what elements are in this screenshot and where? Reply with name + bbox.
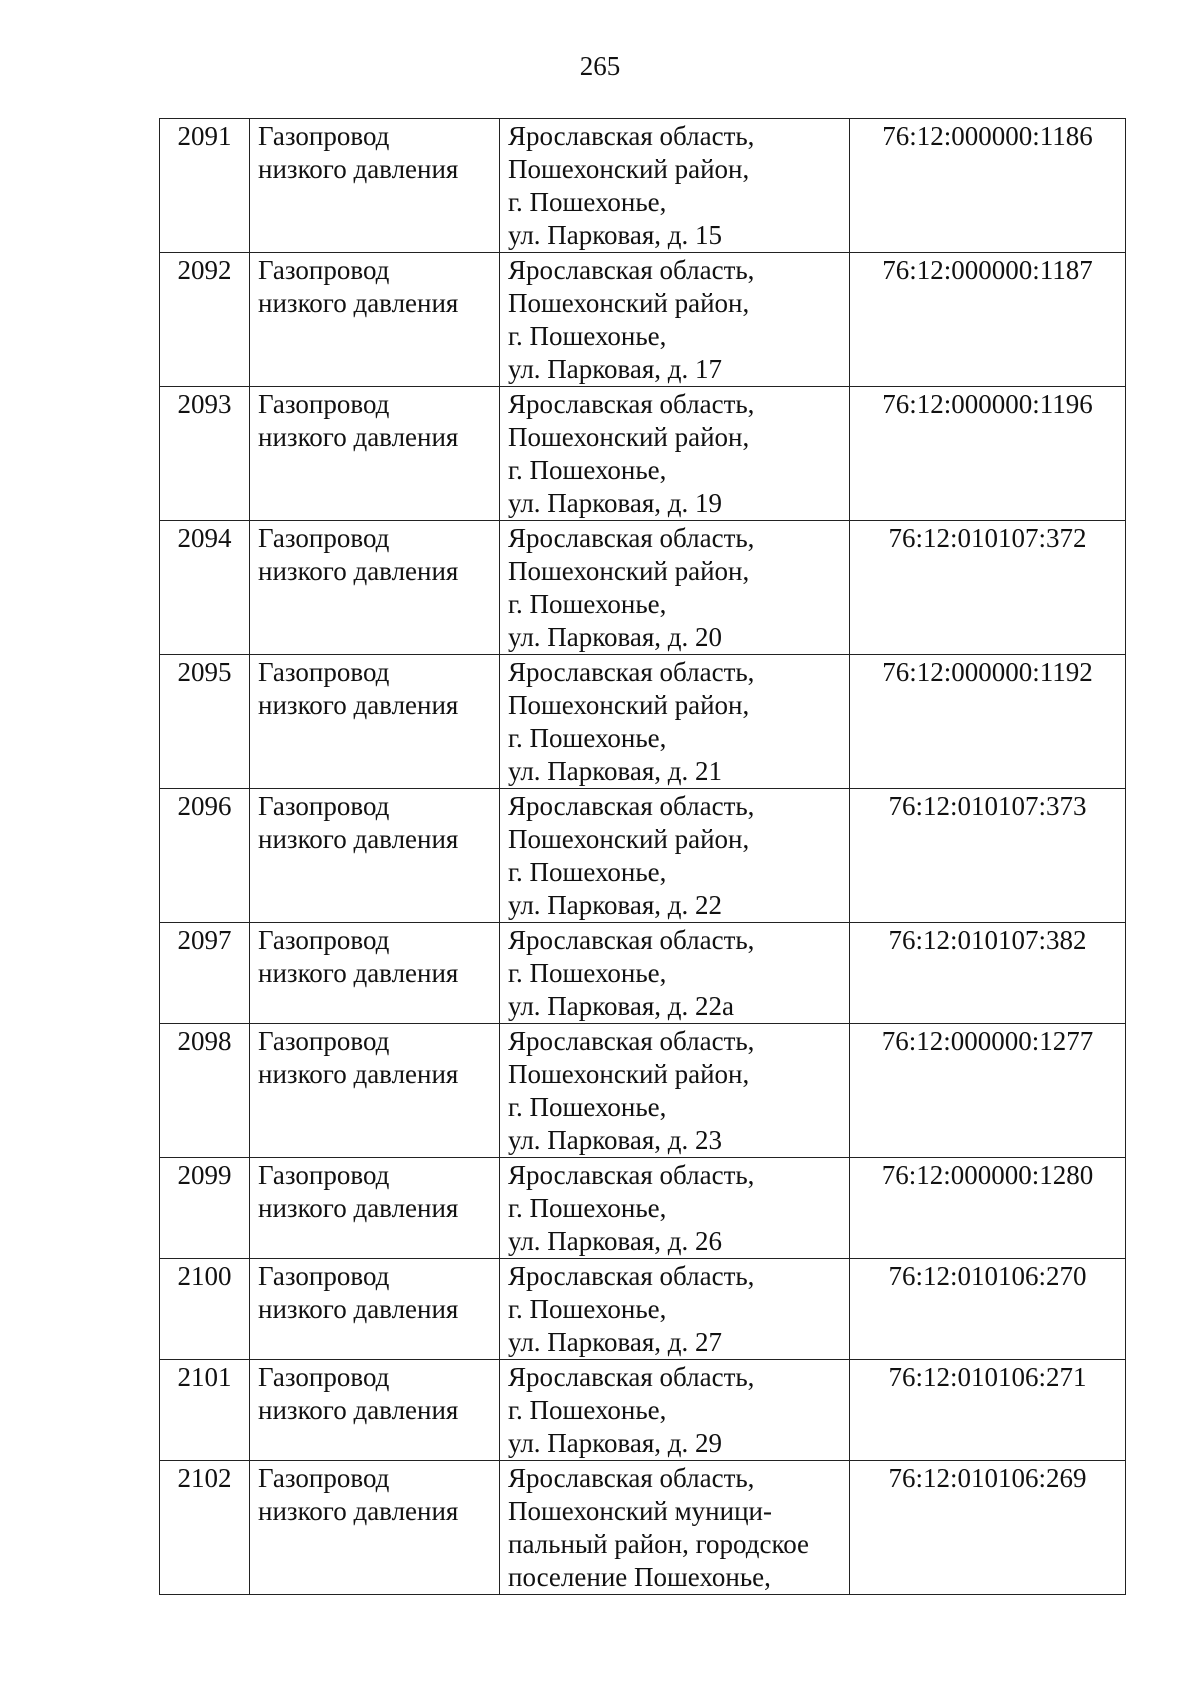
address-line: г. Пошехонье, <box>508 589 667 619</box>
registry-table <box>159 118 1126 1595</box>
object-name-line: Газопровод <box>258 523 390 553</box>
object-name-line: низкого давления <box>258 1496 459 1526</box>
row-number-cell: 2094 <box>160 521 250 655</box>
cadastral-number-cell: 76:12:010106:269 <box>850 1461 1126 1595</box>
row-number-cell: 2097 <box>160 923 250 1024</box>
cadastral-number-cell: 76:12:000000:1280 <box>850 1158 1126 1259</box>
object-name-cell <box>250 119 500 253</box>
object-name-cell <box>250 1158 500 1259</box>
table-row <box>160 387 1126 521</box>
address-line: Ярославская область, <box>508 925 755 955</box>
address-cell <box>500 387 850 521</box>
address-line: ул. Парковая, д. 29 <box>508 1428 723 1458</box>
cadastral-number-cell: 76:12:000000:1277 <box>850 1024 1126 1158</box>
address-line: Пошехонский район, <box>508 556 750 586</box>
address-line: Ярославская область, <box>508 389 755 419</box>
address-line: Пошехонский район, <box>508 154 750 184</box>
object-name-line: низкого давления <box>258 958 459 988</box>
address-line: Пошехонский район, <box>508 422 750 452</box>
object-name-cell <box>250 1360 500 1461</box>
row-number-cell: 2101 <box>160 1360 250 1461</box>
row-number-cell: 2096 <box>160 789 250 923</box>
address-line: г. Пошехонье, <box>508 1193 667 1223</box>
table-row <box>160 253 1126 387</box>
page-number: 265 <box>579 51 621 81</box>
object-name-line: низкого давления <box>258 1059 459 1089</box>
table-row <box>160 1461 1126 1595</box>
cadastral-number-cell: 76:12:010106:271 <box>850 1360 1126 1461</box>
address-line: г. Пошехонье, <box>508 1294 667 1324</box>
address-line: ул. Парковая, д. 15 <box>508 220 723 250</box>
row-number-cell: 2102 <box>160 1461 250 1595</box>
address-line: г. Пошехонье, <box>508 857 667 887</box>
address-cell <box>500 119 850 253</box>
object-name-line: низкого давления <box>258 1395 459 1425</box>
object-name-cell <box>250 1024 500 1158</box>
object-name-line: Газопровод <box>258 1463 390 1493</box>
address-cell <box>500 655 850 789</box>
cadastral-number-cell: 76:12:000000:1192 <box>850 655 1126 789</box>
cadastral-number-cell: 76:12:000000:1196 <box>850 387 1126 521</box>
cadastral-number-cell: 76:12:010107:382 <box>850 923 1126 1024</box>
address-line: ул. Парковая, д. 22а <box>508 991 735 1021</box>
address-line: Ярославская область, <box>508 1362 755 1392</box>
row-number-cell: 2091 <box>160 119 250 253</box>
address-line: г. Пошехонье, <box>508 455 667 485</box>
address-line: Пошехонский муници- <box>508 1496 772 1526</box>
registry-body <box>160 119 1126 1595</box>
object-name-line: Газопровод <box>258 389 390 419</box>
object-name-cell <box>250 253 500 387</box>
address-line: Ярославская область, <box>508 1160 755 1190</box>
cadastral-number-cell: 76:12:010106:270 <box>850 1259 1126 1360</box>
address-cell <box>500 1259 850 1360</box>
table-row <box>160 1024 1126 1158</box>
object-name-line: Газопровод <box>258 121 390 151</box>
address-cell <box>500 923 850 1024</box>
address-line: пальный район, городское <box>508 1529 810 1559</box>
address-cell <box>500 789 850 923</box>
address-line: Пошехонский район, <box>508 824 750 854</box>
address-line: г. Пошехонье, <box>508 1092 667 1122</box>
address-line: ул. Парковая, д. 17 <box>508 354 723 384</box>
object-name-line: Газопровод <box>258 925 390 955</box>
address-line: Ярославская область, <box>508 1463 755 1493</box>
address-line: г. Пошехонье, <box>508 958 667 988</box>
address-line: Ярославская область, <box>508 523 755 553</box>
table-row <box>160 1259 1126 1360</box>
address-line: г. Пошехонье, <box>508 1395 667 1425</box>
address-cell <box>500 1158 850 1259</box>
row-number-cell: 2099 <box>160 1158 250 1259</box>
object-name-cell <box>250 923 500 1024</box>
object-name-cell <box>250 789 500 923</box>
table-row <box>160 655 1126 789</box>
address-line: ул. Парковая, д. 20 <box>508 622 723 652</box>
row-number-cell: 2098 <box>160 1024 250 1158</box>
table-row <box>160 1158 1126 1259</box>
object-name-line: низкого давления <box>258 288 459 318</box>
object-name-line: Газопровод <box>258 1362 390 1392</box>
object-name-line: низкого давления <box>258 556 459 586</box>
row-number-cell: 2093 <box>160 387 250 521</box>
object-name-line: низкого давления <box>258 690 459 720</box>
address-line: Ярославская область, <box>508 1026 755 1056</box>
object-name-line: Газопровод <box>258 657 390 687</box>
object-name-line: низкого давления <box>258 1294 459 1324</box>
object-name-line: Газопровод <box>258 1026 390 1056</box>
address-line: г. Пошехонье, <box>508 187 667 217</box>
address-line: ул. Парковая, д. 21 <box>508 756 723 786</box>
address-line: Пошехонский район, <box>508 690 750 720</box>
address-line: Пошехонский район, <box>508 1059 750 1089</box>
row-number-cell: 2100 <box>160 1259 250 1360</box>
cadastral-number-cell: 76:12:010107:372 <box>850 521 1126 655</box>
address-cell <box>500 253 850 387</box>
object-name-line: Газопровод <box>258 1160 390 1190</box>
object-name-cell <box>250 1461 500 1595</box>
table-row <box>160 1360 1126 1461</box>
address-cell <box>500 1360 850 1461</box>
row-number-cell: 2092 <box>160 253 250 387</box>
table-row <box>160 789 1126 923</box>
address-line: Ярославская область, <box>508 791 755 821</box>
address-cell <box>500 1461 850 1595</box>
address-cell <box>500 521 850 655</box>
cadastral-number-cell: 76:12:000000:1187 <box>850 253 1126 387</box>
address-line: поселение Пошехонье, <box>508 1562 771 1592</box>
address-line: ул. Парковая, д. 23 <box>508 1125 723 1155</box>
address-line: ул. Парковая, д. 22 <box>508 890 723 920</box>
object-name-cell <box>250 521 500 655</box>
object-name-line: низкого давления <box>258 422 459 452</box>
address-line: ул. Парковая, д. 26 <box>508 1226 723 1256</box>
object-name-cell <box>250 1259 500 1360</box>
cadastral-number-cell: 76:12:000000:1186 <box>850 119 1126 253</box>
object-name-line: Газопровод <box>258 1261 390 1291</box>
table-row <box>160 119 1126 253</box>
address-line: г. Пошехонье, <box>508 723 667 753</box>
address-line: Пошехонский район, <box>508 288 750 318</box>
object-name-cell <box>250 655 500 789</box>
object-name-line: Газопровод <box>258 255 390 285</box>
address-line: Ярославская область, <box>508 1261 755 1291</box>
object-name-line: Газопровод <box>258 791 390 821</box>
object-name-line: низкого давления <box>258 1193 459 1223</box>
address-line: г. Пошехонье, <box>508 321 667 351</box>
address-line: Ярославская область, <box>508 121 755 151</box>
object-name-line: низкого давления <box>258 154 459 184</box>
row-number-cell: 2095 <box>160 655 250 789</box>
object-name-line: низкого давления <box>258 824 459 854</box>
table-row <box>160 923 1126 1024</box>
address-line: Ярославская область, <box>508 255 755 285</box>
table-row <box>160 521 1126 655</box>
address-line: ул. Парковая, д. 19 <box>508 488 723 518</box>
address-cell <box>500 1024 850 1158</box>
address-line: Ярославская область, <box>508 657 755 687</box>
cadastral-number-cell: 76:12:010107:373 <box>850 789 1126 923</box>
object-name-cell <box>250 387 500 521</box>
address-line: ул. Парковая, д. 27 <box>508 1327 723 1357</box>
